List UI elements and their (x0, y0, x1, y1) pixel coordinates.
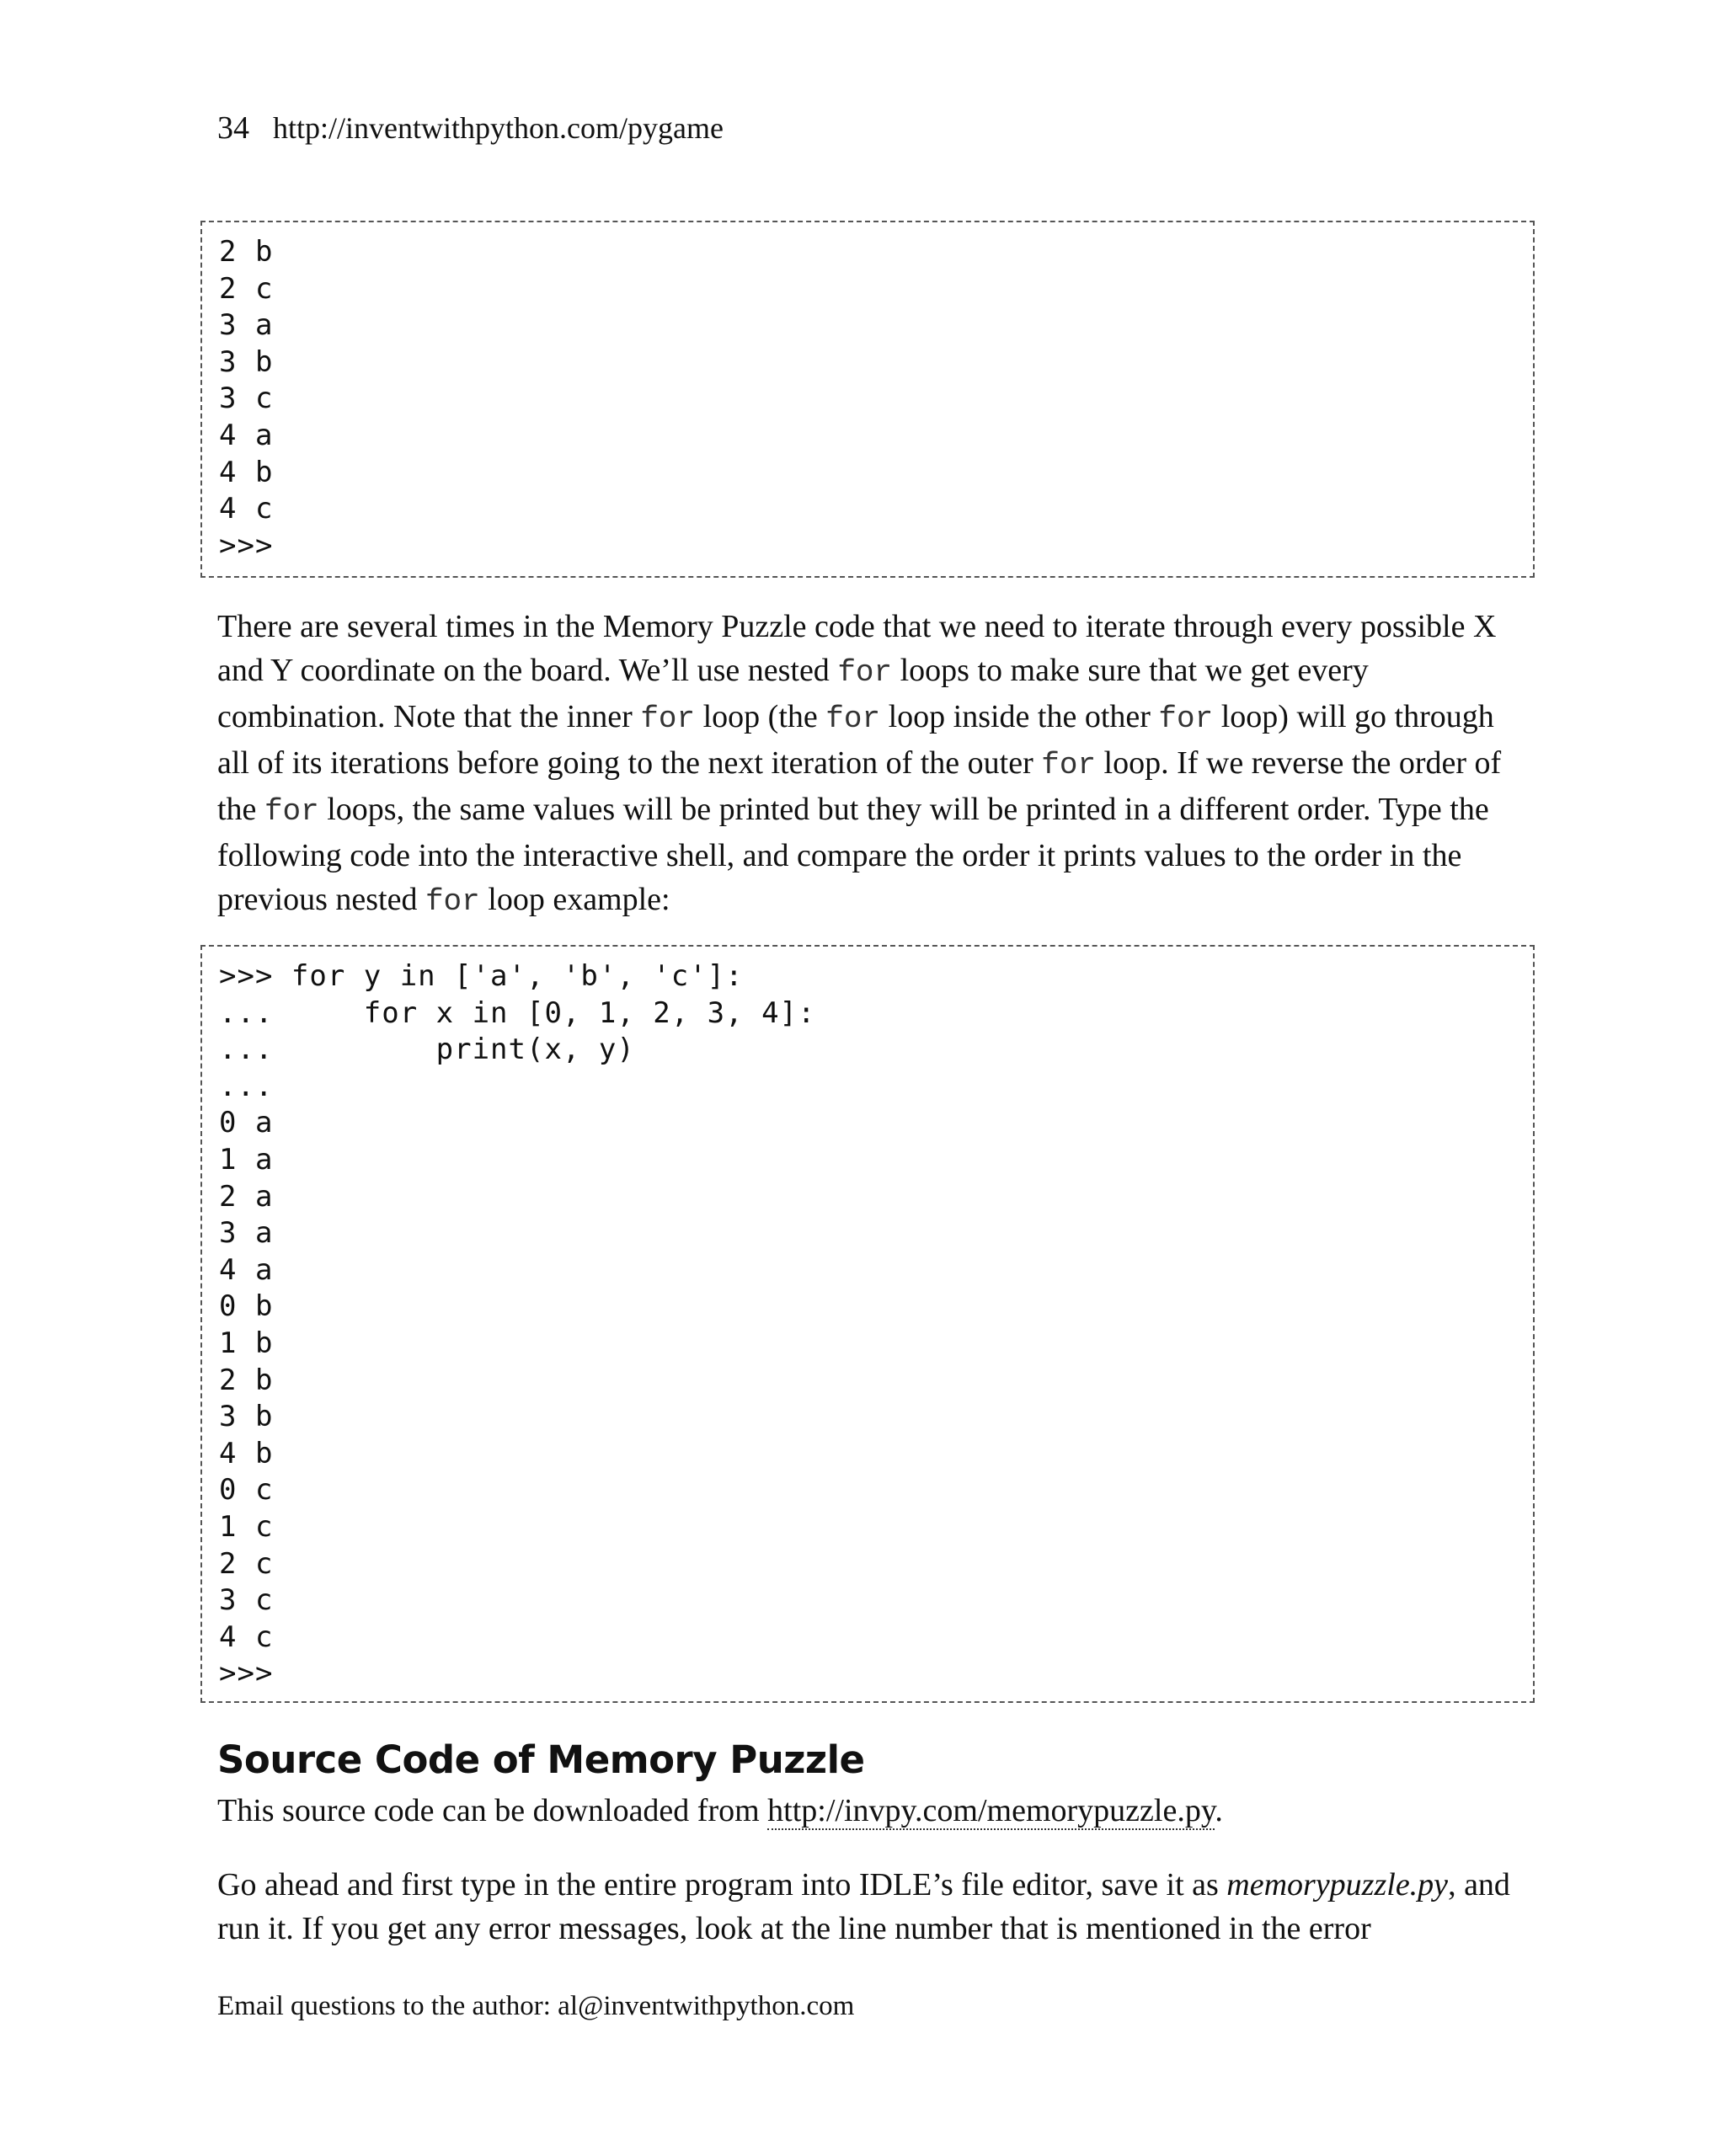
code-line: ... (219, 1069, 274, 1103)
code-line: 2 c (219, 271, 274, 306)
section-heading: Source Code of Memory Puzzle (217, 1737, 865, 1782)
code-line: 4 a (219, 418, 274, 452)
inline-code: for (425, 884, 480, 919)
code-block-output (200, 221, 1535, 578)
page-footer: Email questions to the author: al@inventwithpython.com (217, 1991, 855, 2021)
code-line: 2 c (219, 1546, 274, 1581)
code-line: 3 a (219, 1216, 274, 1251)
code-line: ... print(x, y) (219, 1033, 635, 1067)
code-line: 3 a (219, 308, 274, 343)
inline-code: for (640, 702, 696, 736)
code-line: 2 a (219, 1179, 274, 1214)
code-line: >>> for y in ['a', 'b', 'c']: (219, 959, 744, 993)
paragraph-download: This source code can be downloaded from http://invpy.com/memorypuzzle.py. (217, 1793, 1223, 1828)
code-line: 3 c (219, 1583, 274, 1618)
code-line: 4 b (219, 1436, 274, 1470)
inline-code: for (1041, 748, 1097, 782)
code-line: 4 c (219, 1620, 274, 1654)
code-line: 1 a (219, 1142, 274, 1177)
inline-code: for (825, 702, 881, 736)
page-number: 34 (217, 110, 249, 146)
code-line: 1 b (219, 1326, 274, 1360)
code-block-interactive-shell (200, 945, 1535, 1703)
inline-code: for (264, 794, 319, 829)
code-line: 1 c (219, 1509, 274, 1544)
code-line: 0 c (219, 1473, 274, 1508)
inline-code: for (837, 655, 893, 690)
inline-code: for (1158, 702, 1214, 736)
code-line: >>> (219, 528, 274, 563)
code-line: ... for x in [0, 1, 2, 3, 4]: (219, 995, 816, 1030)
code-line: 0 b (219, 1289, 274, 1324)
filename: memorypuzzle.py (1226, 1867, 1449, 1903)
code-line: 3 b (219, 1400, 274, 1434)
code-line: 4 c (219, 492, 274, 526)
code-line: >>> (219, 1657, 274, 1691)
paragraph-nested-loops: There are several times in the Memory Puzzle code that we need to iterate through every possible X and Y coordinate on the board. We’ll use nested for loops to make sure that we get every combination. Note that the inner for loop (the for loop inside the other for loop) will go through all of its iterations before going to the next iteration of the outer for loop. If we reverse the order of the for loops, the same values will be printed but they will be printed in a different order. Type the following code into the interactive shell, and compare the order it prints values to the order in the previous nested for loop example: (217, 609, 1502, 919)
code-line: 3 c (219, 382, 274, 416)
header-url: http://inventwithpython.com/pygame (273, 111, 724, 145)
code-line: 2 b (219, 235, 274, 269)
code-line: 4 b (219, 455, 274, 489)
paragraph-instructions: Go ahead and first type in the entire program into IDLE’s file editor, save it as memorypuzzle.py, and run it. If you get any error messages, look at the line number that is mentioned in the error (217, 1867, 1510, 1946)
code-line: 4 a (219, 1252, 274, 1287)
code-line: 3 b (219, 344, 274, 379)
page-header (217, 108, 724, 148)
download-link[interactable]: http://invpy.com/memorypuzzle.py (767, 1793, 1215, 1828)
code-line: 0 a (219, 1106, 274, 1140)
code-line: 2 b (219, 1363, 274, 1397)
